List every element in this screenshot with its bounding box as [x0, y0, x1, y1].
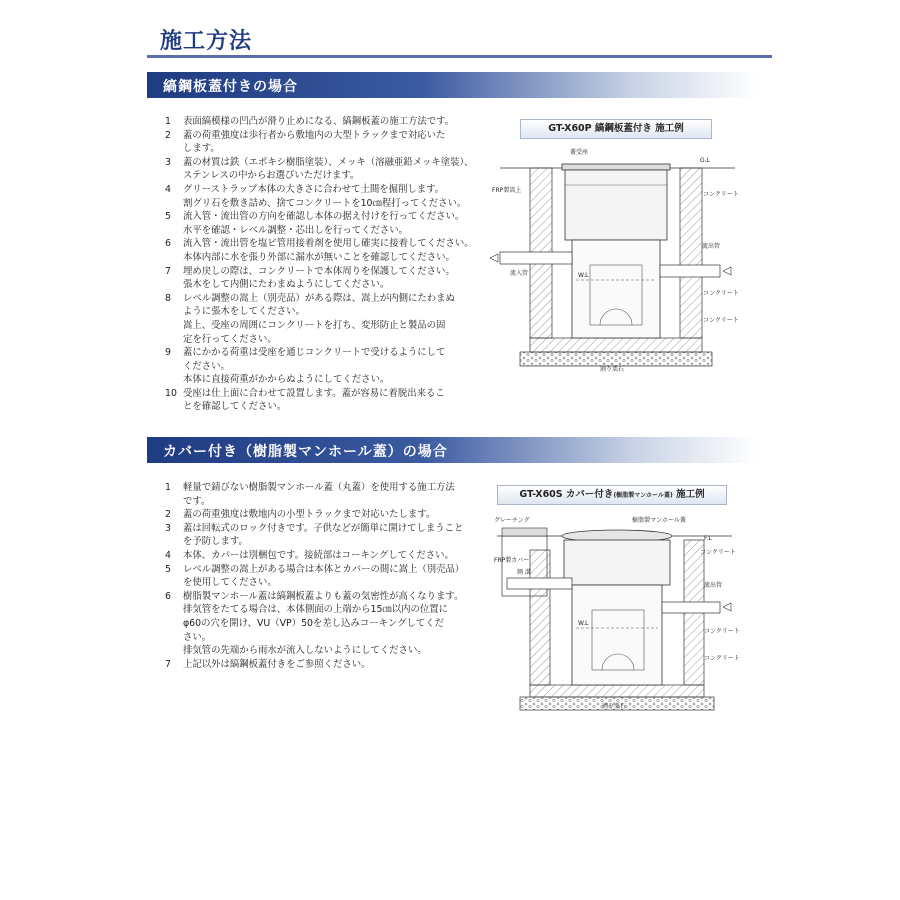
- step-number: 1: [165, 116, 171, 127]
- step-text: [183, 115, 473, 129]
- step-line: を使用してください。: [183, 577, 277, 589]
- section-heading-resin-cover: [147, 437, 757, 463]
- step-line: 蓋の荷重強度は歩行者から敷地内の大型トラックまで対応いた: [183, 129, 446, 141]
- step-text: [183, 508, 473, 522]
- label-inflow: 流入管: [510, 270, 529, 277]
- step-line: 蓋の材質は鉄（エポキシ樹脂塗装）、メッキ（溶融亜鉛メッキ塗装）、: [183, 156, 474, 168]
- section-heading-steel-cover: [147, 72, 757, 98]
- step-line: レベル調整の嵩上がある場合は本体とカバーの間に嵩上（別売品）: [183, 563, 465, 575]
- label-grating: グレーチング: [494, 517, 530, 524]
- step-line: 受座は仕上面に合わせて設置します。蓋が容易に着脱出来るこ: [183, 387, 445, 399]
- figure-label-tail: 施工例: [672, 489, 705, 500]
- step-line: ください。: [183, 360, 230, 372]
- label-gravel: 割り栗石: [602, 703, 627, 710]
- step-line: 本体、カバーは別梱包です。接続部はコーキングしてください。: [183, 549, 454, 561]
- step-item: [165, 549, 473, 563]
- step-item: [165, 346, 473, 387]
- step-line: 蓋は回転式のロック付きです。子供などが簡単に開けてしまうこと: [183, 522, 464, 534]
- step-line: 排気管をたてる場合は、本体側面の上端から15㎝以内の位置に: [183, 604, 449, 616]
- step-text: [183, 183, 473, 210]
- step-line: 水平を確認・レベル調整・芯出しを行ってください。: [183, 224, 409, 236]
- step-number: 4: [165, 183, 171, 195]
- step-text: [183, 658, 473, 672]
- step-item: [165, 590, 473, 658]
- step-line: 本体内部に水を張り外部に漏水が無いことを確認してください。: [183, 251, 455, 263]
- step-number: 6: [165, 238, 171, 250]
- step-text: [183, 563, 473, 590]
- step-line: 流入管・流出管の方向を確認し本体の据え付けを行ってください。: [183, 211, 465, 223]
- step-item: [165, 265, 473, 292]
- step-number: 3: [165, 156, 171, 168]
- step-number: 6: [165, 590, 171, 602]
- figure-label-main: GT-X60S カバー付き: [519, 489, 614, 500]
- step-line: 排気管の先端から雨水が流入しないようにしてください。: [183, 645, 427, 657]
- construction-drawing-steel-cover: [490, 140, 750, 385]
- section-heading-text: カバー付き（樹脂製マンホール蓋）の場合: [163, 444, 448, 460]
- step-item: [165, 115, 473, 129]
- step-item: [165, 237, 473, 264]
- label-concrete-low: コンクリート: [703, 317, 739, 324]
- step-line: グリーストラップ本体の大きさに合わせて土間を掘削します。: [183, 183, 445, 195]
- step-line: 割グリ石を敷き詰め、捨てコンクリートを10㎝程打ってください。: [183, 197, 467, 209]
- step-number: 9: [165, 347, 171, 359]
- step-text: [183, 590, 473, 658]
- step-line: 張木をして内側にたわまぬようにしてください。: [183, 279, 390, 291]
- step-text: [183, 387, 473, 414]
- construction-drawing-resin-cover: [492, 510, 752, 720]
- step-text: [183, 481, 473, 508]
- label-outflow: 流出管: [702, 243, 721, 250]
- step-line: さい。: [183, 631, 212, 643]
- step-line: ステンレスの中からお選びいただけます。: [183, 170, 360, 182]
- step-item: [165, 156, 473, 183]
- step-item: [165, 522, 473, 549]
- step-number: 1: [165, 482, 171, 493]
- step-item: [165, 508, 473, 522]
- label-concrete-mid: コンクリート: [703, 290, 739, 297]
- label-side-gutter: 側 溝: [517, 569, 531, 576]
- step-number: 2: [165, 129, 171, 141]
- step-item: [165, 387, 473, 414]
- step-number: 8: [165, 292, 171, 304]
- label-concrete-mid: コンクリート: [704, 628, 740, 635]
- step-item: [165, 481, 473, 508]
- step-number: 4: [165, 549, 171, 561]
- step-number: 2: [165, 509, 171, 521]
- step-line: 軽量で錆びない樹脂製マンホール蓋（丸蓋）を使用する施工方法: [183, 482, 455, 493]
- step-line: 流入管・流出管を塩ビ管用接着剤を使用し確実に接着してください。: [183, 238, 474, 250]
- step-text: [183, 210, 473, 237]
- label-frp-riser: FRP製嵩上: [492, 187, 522, 194]
- step-item: [165, 292, 473, 346]
- section-heading-text: 縞鋼板蓋付きの場合: [163, 79, 298, 95]
- figure-label-gt-x60p: GT-X60P 縞鋼板蓋付き 施工例: [520, 119, 712, 139]
- step-line: 蓋の荷重強度は敷地内の小型トラックまで対応いたします。: [183, 509, 436, 521]
- step-text: [183, 346, 473, 387]
- step-line: レベル調整の嵩上（別売品）がある際は、嵩上が内側にたわまぬ: [183, 292, 455, 304]
- figure-label-gt-x60s: [497, 485, 727, 505]
- step-number: 5: [165, 563, 171, 575]
- step-line: ように張木をしてください。: [183, 306, 305, 318]
- step-number: 7: [165, 265, 171, 277]
- step-line: 蓋にかかる荷重は受座を通じコンクリートで受けるようにして: [183, 347, 446, 359]
- steps-list-resin-cover: [165, 481, 473, 671]
- step-number: 3: [165, 522, 171, 534]
- step-item: [165, 563, 473, 590]
- step-text: [183, 292, 473, 346]
- step-text: [183, 129, 473, 156]
- label-water-line: W.L: [578, 272, 589, 279]
- step-text: [183, 156, 474, 183]
- step-line: 埋め戻しの際は、コンクリートで本体周りを保護してください。: [183, 265, 455, 277]
- label-gravel: 割り栗石: [600, 366, 625, 373]
- step-text: [183, 549, 473, 563]
- step-line: です。: [183, 495, 211, 507]
- step-line: とを確認してください。: [183, 401, 287, 413]
- figure-label-small: (樹脂製マンホール蓋): [613, 492, 673, 499]
- label-outflow: 流出管: [704, 582, 723, 589]
- step-text: [183, 265, 473, 292]
- label-concrete-low: コンクリート: [704, 655, 740, 662]
- step-line: 樹脂製マンホール蓋は縞鋼板蓋よりも蓋の気密性が高くなります。: [183, 590, 464, 602]
- step-line: 上記以外は縞鋼板蓋付きをご参照ください。: [183, 658, 371, 670]
- label-gl: G.L: [700, 157, 710, 164]
- step-item: [165, 183, 473, 210]
- label-frp-cover: FRP製カバー: [494, 557, 530, 564]
- step-item: [165, 658, 473, 672]
- label-manhole-cover: 樹脂製マンホール蓋: [632, 517, 686, 524]
- step-number: 5: [165, 211, 171, 223]
- step-number: 10: [165, 387, 177, 399]
- step-item: [165, 210, 473, 237]
- step-line: 本体に直接荷重がかからぬようにしてください。: [183, 374, 390, 386]
- step-line: φ60の穴を開け、VU（VP）50を差し込みコーキングしてくだ: [183, 617, 444, 629]
- page-title: 施工方法: [160, 29, 253, 54]
- step-text: [183, 522, 473, 549]
- step-number: 7: [165, 658, 171, 670]
- label-water-line: W.L: [578, 620, 589, 627]
- step-line: を予防します。: [183, 536, 248, 548]
- step-line: 表面縞模様の凹凸が滑り止めになる、縞鋼板蓋の施工方法です。: [183, 116, 455, 127]
- step-text: [183, 237, 474, 264]
- label-concrete-top: コンクリート: [700, 549, 736, 556]
- label-fl: F.L: [704, 535, 712, 542]
- title-rule: [147, 55, 772, 58]
- label-concrete-top: コンクリート: [703, 191, 739, 198]
- steps-list-steel-cover: [165, 115, 473, 414]
- step-line: 定を行ってください。: [183, 333, 277, 345]
- step-line: 嵩上、受座の周囲にコンクリートを打ち、変形防止と製品の固: [183, 319, 446, 331]
- label-cover-seat: 蓋受座: [570, 149, 589, 156]
- step-item: [165, 129, 473, 156]
- step-line: します。: [183, 143, 220, 155]
